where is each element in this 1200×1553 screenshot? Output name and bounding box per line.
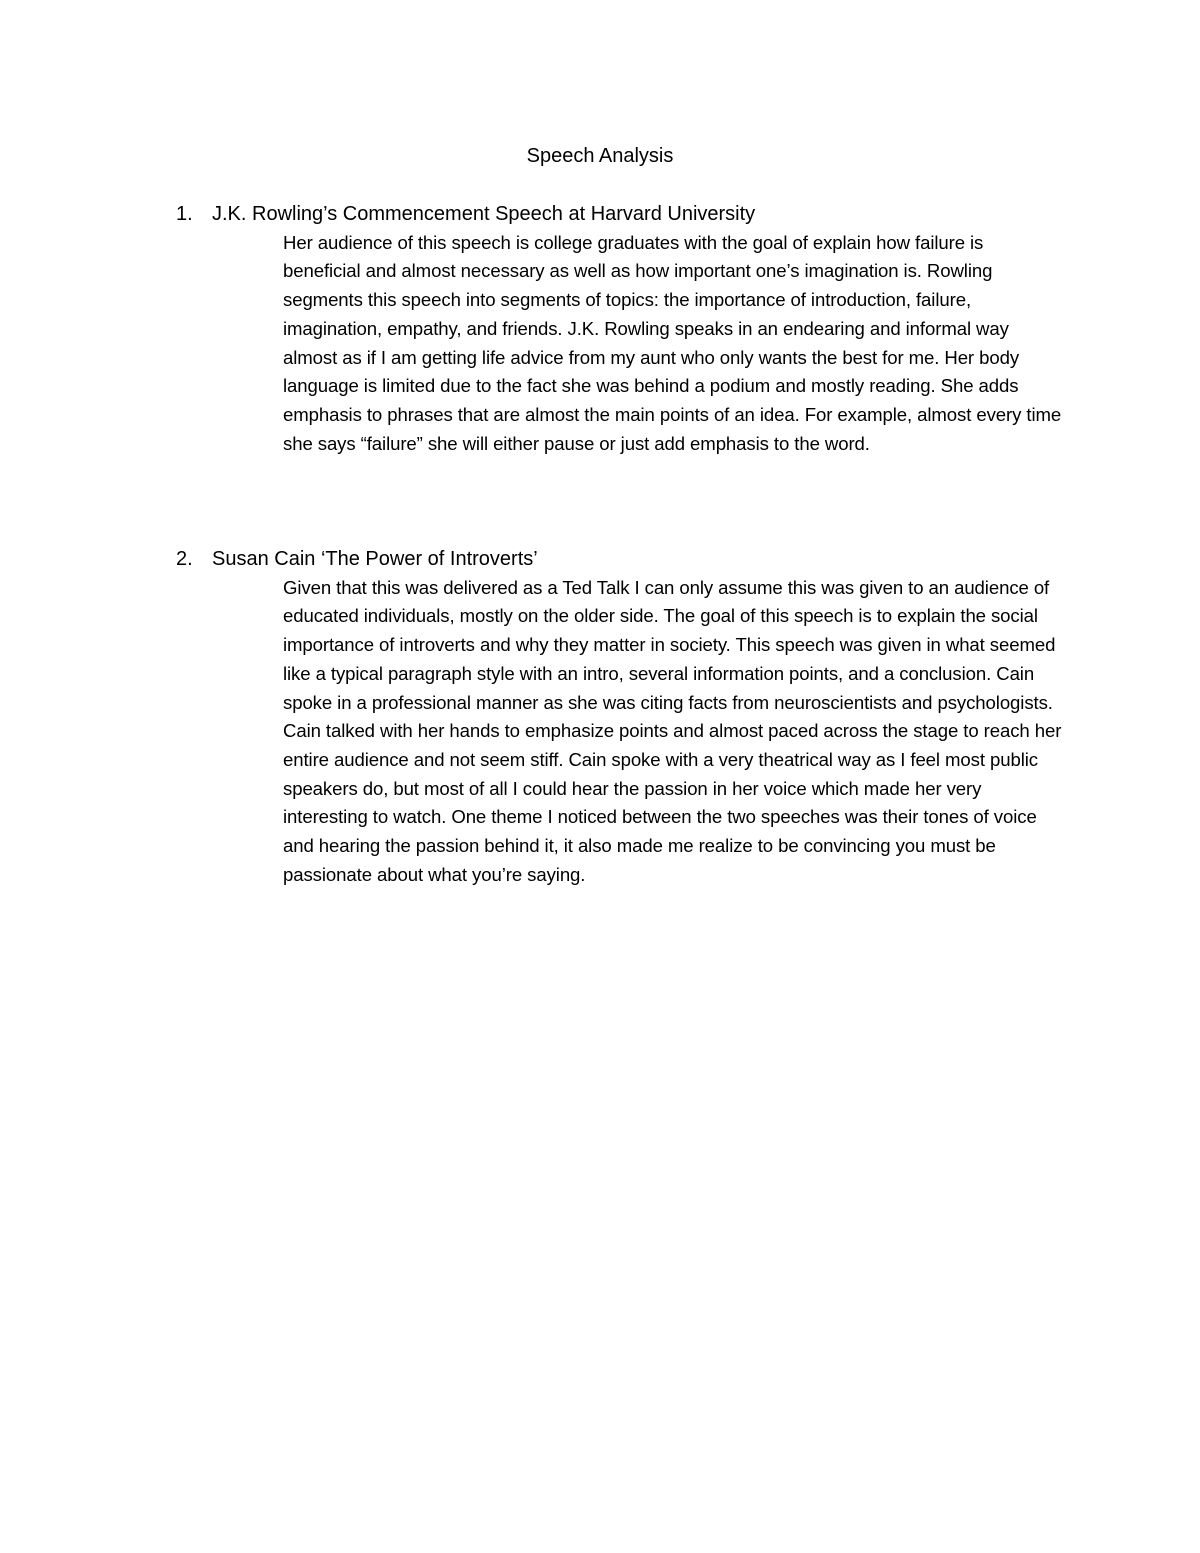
item-heading-row <box>176 545 1076 574</box>
item-number: 1. <box>176 203 193 225</box>
item-heading: J.K. Rowling’s Commencement Speech at Harvard University <box>212 203 756 225</box>
item-heading-row <box>176 200 1076 229</box>
list-item <box>176 200 1076 458</box>
item-body: Given that this was delivered as a Ted Talk I can only assume this was given to an audience of educated individuals, mostly on the older side. The goal of this speech is to explain the social importance of introverts and why they matter in society. This speech was given in what seemed like a typical paragraph style with an intro, several information points, and a conclusion. Cain spoke in a professional manner as she was citing facts from neuroscientists and psychologists. Cain talked with her hands to emphasize points and almost paced across the stage to reach her entire audience and not seem stiff. Cain spoke with a very theatrical way as I feel most public speakers do, but most of all I could hear the passion in her voice which made her very interesting to watch. One theme I noticed between the two speeches was their tones of voice and hearing the passion behind it, it also made me realize to be convincing you must be passionate about what you’re saying. <box>283 576 1062 885</box>
list-item <box>176 545 1076 889</box>
document-title: Speech Analysis <box>526 145 674 167</box>
item-number: 2. <box>176 548 193 570</box>
item-body: Her audience of this speech is college graduates with the goal of explain how failure is beneficial and almost necessary as well as how important one’s imagination is. Rowling segments this speech into segments of topics: the importance of introduction, failure, imagination, empathy, and friends. J.K. Rowling speaks in an endearing and informal way almost as if I am getting life advice from my aunt who only wants the best for me. Her body language is limited due to the fact she was behind a podium and mostly reading. She adds emphasis to phrases that are almost the main points of an idea. For example, almost every time she says “failure” she will either pause or just add emphasis to the word. <box>283 231 1062 454</box>
item-heading: Susan Cain ‘The Power of Introverts’ <box>212 548 538 570</box>
